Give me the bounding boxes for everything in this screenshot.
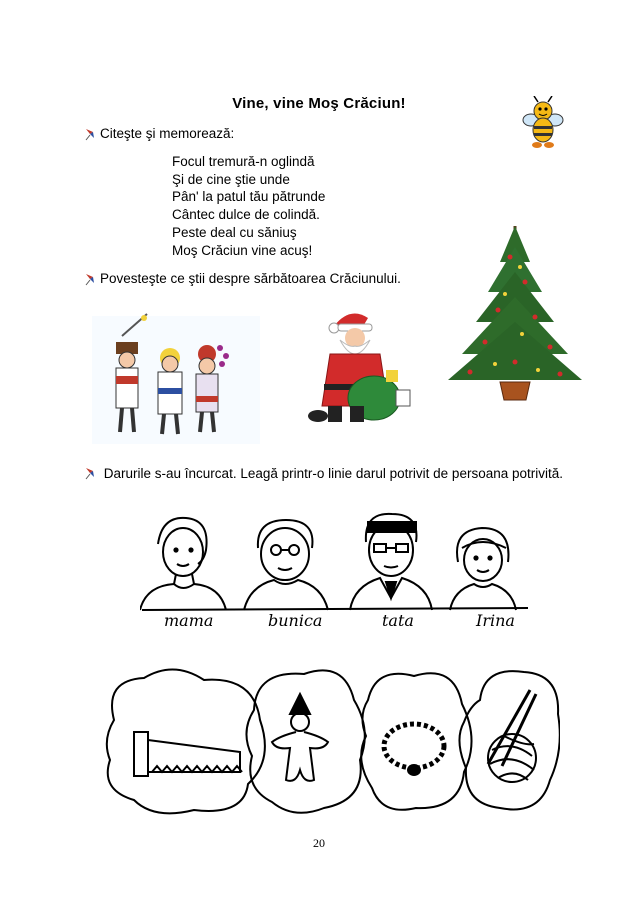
gifts-illustration xyxy=(104,660,560,820)
task-2-text: Povesteşte ce ştii despre sărbătoarea Crăciunului. xyxy=(100,271,401,286)
poem-line: Cântec dulce de colindă. xyxy=(172,207,320,223)
poem xyxy=(172,153,325,259)
person-label-tata: tata xyxy=(382,611,414,630)
poem-line: Focul tremură-n oglindă xyxy=(172,154,315,169)
person-label-bunica: bunica xyxy=(268,611,323,630)
pushpin-bullet-icon xyxy=(84,272,96,286)
person-label-irina: Irina xyxy=(476,611,515,630)
pushpin-bullet-icon xyxy=(84,127,96,141)
pushpin-bullet-icon xyxy=(84,466,96,480)
santa-claus-image xyxy=(300,306,418,428)
page-number: 20 xyxy=(313,836,325,850)
tata-figure xyxy=(350,514,432,610)
task-1 xyxy=(84,126,234,141)
poem-line: Pân' la patul tău pătrunde xyxy=(172,189,326,205)
person-label-mama: mama xyxy=(164,611,214,630)
task-3 xyxy=(84,459,579,489)
people-illustration xyxy=(140,508,530,612)
task-1-text: Citeşte şi memorează: xyxy=(100,126,235,141)
poem-line: Peste deal cu săniuş xyxy=(172,224,297,240)
saw-gift-icon xyxy=(107,669,265,813)
page-title: Vine, vine Moş Crăciun! xyxy=(232,95,406,112)
carol-singers-image xyxy=(92,296,260,444)
christmas-tree-image xyxy=(440,222,590,402)
irina-figure xyxy=(450,528,516,610)
task-3-text: Darurile s-au încurcat. Leagă printr-o linie darul potrivit de persoana potrivită. xyxy=(103,466,563,481)
yarn-gift-icon xyxy=(459,671,559,809)
bunica-figure xyxy=(244,520,328,610)
poem-line: Şi de cine ştie unde xyxy=(172,171,290,187)
mama-figure xyxy=(140,518,226,610)
task-2 xyxy=(84,271,401,286)
poem-line: Moş Crăciun vine acuş! xyxy=(172,242,313,258)
necklace-gift-icon xyxy=(361,673,471,810)
bee-mascot-icon xyxy=(522,96,564,150)
